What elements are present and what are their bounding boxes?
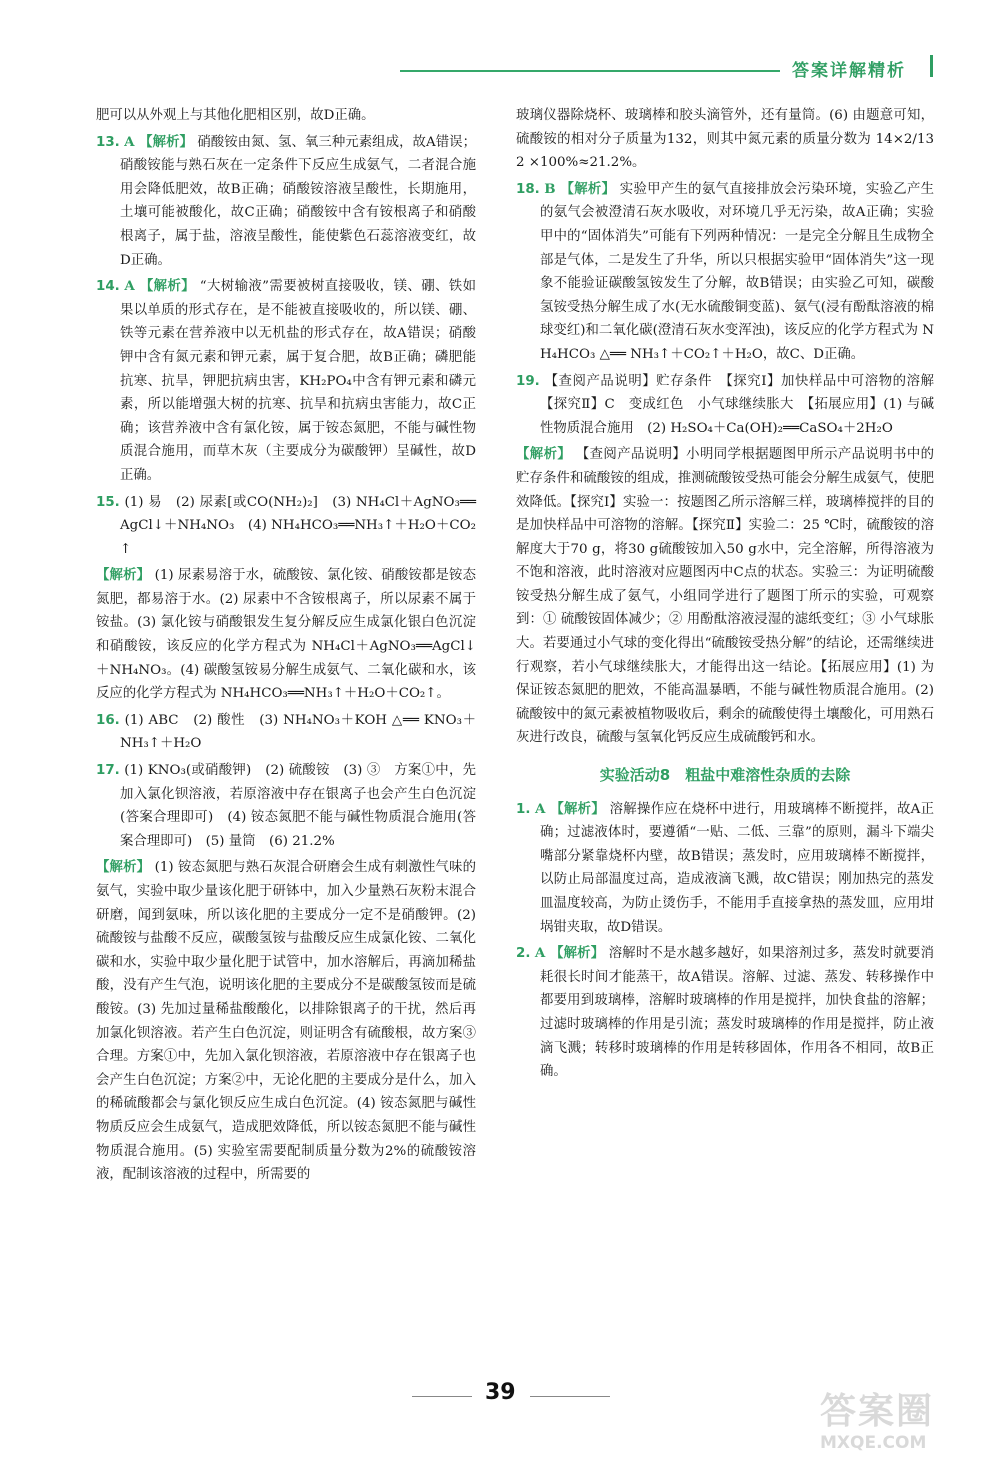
answer-number: 1.: [516, 801, 531, 817]
answer-text: 溶解时不是水越多越好，如果溶剂过多，蒸发时就要消耗很长时间才能蒸干，故A错误。溶解、过滤、蒸发、转移操作中都要用到玻璃棒，溶解时玻璃棒的作用是搅拌，加快食盐的溶解；过滤时玻璃棒的作用是引流；蒸发时玻璃棒的作用是搅拌，防止液滴飞溅；转移时玻璃棒的作用是转移固体，作用各不相同，故B正确。: [540, 946, 935, 1080]
answer-text: (1) 铵态氮肥与熟石灰混合研磨会生成有刺激性气味的氨气，实验中取少量该化肥于研钵中，加入少量熟石灰粉末混合研磨，闻到氨味，所以该化肥的主要成分一定不是硝酸钾。(2) 硫酸铵与盐酸不反应，碳酸氢铵与盐酸反应生成氯化铵、二氧化碳和水，实验中取少量化肥于试管中，加水溶解后，再滴加稀盐酸，没有产生气泡，说明该化肥的主要成分不是碳酸氢铵而是硫酸铵。(3) 先加过量稀盐酸酸化，以排除银离子的干扰，然后再加氯化钡溶液。若产生白色沉淀，则证明含有硫酸根，故方案③合理。方案①中，先加入氯化钡溶液，若原溶液中存在银离子也会产生白色沉淀；方案②中，无论化肥的主要成分是什么，加入的稀硫酸都会与氯化钡反应生成白色沉淀。(4) 铵态氮肥与碱性物质反应会生成氨气，造成肥效降低，所以铵态氮肥不能与碱性物质混合施用。(5) 实验室需要配制质量分数为2%的硫酸铵溶液，配制该溶液的过程中，所需要的: [96, 860, 476, 1183]
answer-item: [96, 275, 476, 487]
answer-number: 17.: [96, 763, 120, 779]
answer-number: 15.: [96, 494, 120, 510]
watermark-logo: [820, 1392, 985, 1462]
answer-text: (1) ABC (2) 酸性 (3) NH₄NO₃＋KOH △══ KNO₃＋NH₃↑＋H₂O: [120, 712, 476, 752]
page-rule-left: [412, 1396, 472, 1397]
answer-tag: A 【解析】: [534, 800, 606, 817]
answer-number: 13.: [96, 134, 120, 150]
watermark-site: MXQE.COM: [820, 1433, 927, 1453]
answer-text: 【查阅产品说明】贮存条件 【探究Ⅰ】加快样品中可溶物的溶解 【探究Ⅱ】C 变成红色 小气球继续胀大 【拓展应用】(1) 与碱性物质混合施用 (2) H₂SO₄＋Ca(OH)₂══CaSO₄＋2H₂O: [540, 373, 948, 436]
answer-text: 玻璃仪器除烧杯、玻璃棒和胶头滴管外，还有量筒。(6) 由题意可知，硫酸铵的相对分子质量为132，则其中氮元素的质量分数为 14×2/132 ×100%≈21.2%。: [516, 108, 934, 171]
answer-item: [516, 178, 934, 367]
answer-number: 19.: [516, 373, 540, 389]
answer-tag: 【解析】: [516, 446, 572, 463]
watermark-text: 答案圈: [820, 1391, 935, 1432]
header-bar: [930, 55, 933, 77]
answer-item: [516, 370, 948, 441]
answer-item: [96, 709, 476, 756]
answer-tag: A 【解析】: [124, 278, 196, 295]
answer-tag: A 【解析】: [124, 133, 193, 150]
answer-number: 2.: [516, 946, 531, 962]
answer-tag: 【解析】: [96, 567, 151, 584]
answer-item: [96, 104, 476, 128]
answer-item: [516, 443, 934, 750]
answer-item: [516, 104, 934, 175]
answer-item: [516, 798, 934, 940]
answer-item: [96, 131, 476, 273]
answer-tag: A 【解析】: [534, 945, 605, 962]
answer-text: (1) KNO₃(或硝酸钾) (2) 硫酸铵 (3) ③ 方案①中，先加入氯化钡溶液，若原溶液中存在银离子也会产生白色沉淀(答案合理即可) (4) 铵态氮肥不能与碱性物质混合施用(答案合理即可) (5) 量筒 (6) 21.2%: [120, 763, 476, 849]
answer-number: 14.: [96, 279, 120, 295]
answer-text: “大树输液”需要被树直接吸收，镁、硼、铁如果以单质的形式存在，是不能被直接吸收的，所以镁、硼、铁等元素在营养液中以无机盐的形式存在，故A错误；硝酸钾中含有氮元素和钾元素，属于复合肥，故B正确；磷肥能抗寒、抗旱，钾肥抗病虫害，KH₂PO₄中含有钾元素和磷元素，所以能增强大树的抗寒、抗旱和抗病虫害能力，故C正确；该营养液中含有氯化铵，属于铵态氮肥，不能与碱性物质混合施用，而草木灰（主要成分为碳酸钾）呈碱性，故D正确。: [120, 279, 476, 483]
answer-text: 肥可以从外观上与其他化肥相区别，故D正确。: [96, 108, 375, 123]
page-rule-right: [530, 1396, 610, 1397]
answer-text: 硝酸铵由氮、氢、氧三种元素组成，故A错误；硝酸铵能与熟石灰在一定条件下反应生成氨气，二者混合施用会降低肥效，故B正确；硝酸铵溶液呈酸性，长期施用，土壤可能被酸化，故C正确；硝酸铵中含有铵根离子和硝酸根离子，属于盐，溶液呈酸性，能使紫色石蕊溶液变红，故D正确。: [120, 134, 476, 268]
answer-item: [96, 856, 476, 1186]
answer-text: 溶解操作应在烧杯中进行，用玻璃棒不断搅拌，故A正确；过滤液体时，要遵循“一贴、二低、三靠”的原则，漏斗下端尖嘴部分紧靠烧杯内壁，故B错误；蒸发时，应用玻璃棒不断搅拌，以防止局部温度过高，造成液滴飞溅，故C错误；刚加热完的蒸发皿温度较高，为防止烫伤手，不能用手直接拿热的蒸发皿，应用坩埚钳夹取，故D错误。: [540, 801, 934, 935]
left-column: [96, 104, 476, 1190]
answer-text: (1) 尿素易溶于水，硫酸铵、氯化铵、硝酸铵都是铵态氮肥，都易溶于水。(2) 尿素中不含铵根离子，所以尿素不属于铵盐。(3) 氯化铵与硝酸银发生复分解反应生成氯化银白色沉淀和硝酸铵，该反应的化学方程式为 NH₄Cl＋AgNO₃══AgCl↓＋NH₄NO₃。(4) 碳酸氢铵易分解生成氨气、二氧化碳和水，该反应的化学方程式为 NH₄HCO₃══NH₃↑＋H₂O＋CO₂↑。: [96, 568, 476, 702]
answer-item: [96, 491, 476, 562]
answer-tag: 【解析】: [96, 859, 151, 876]
answer-item: [96, 564, 476, 706]
answer-text: (1) 易 (2) 尿素[或CO(NH₂)₂] (3) NH₄Cl＋AgNO₃══AgCl↓＋NH₄NO₃ (4) NH₄HCO₃══NH₃↑＋H₂O＋CO₂↑: [120, 494, 476, 557]
answer-text: 实验甲产生的氨气直接排放会污染环境，实验乙产生的氨气会被澄清石灰水吸收，对环境几乎无污染，故A正确；实验甲中的“固体消失”可能有下列两种情况：一是完全分解且生成物全部是气体，二是发生了升华，所以只根据实验甲“固体消失”这一现象不能验证碳酸氢铵发生了分解，故B错误；由实验乙可知，碳酸氢铵受热分解生成了水(无水硫酸铜变蓝)、氨气(浸有酚酞溶液的棉球变红)和二氧化碳(澄清石灰水变浑浊)，该反应的化学方程式为 NH₄HCO₃ △══ NH₃↑＋CO₂↑＋H₂O，故C、D正确。: [540, 181, 935, 362]
answer-item: [96, 759, 476, 853]
answer-number: 18.: [516, 181, 540, 197]
header-title: 答案详解精析: [792, 61, 906, 81]
page-number: 39: [485, 1380, 516, 1405]
answer-number: 16.: [96, 712, 120, 728]
section-title: 实验活动8 粗盐中难溶性杂质的去除: [599, 766, 851, 785]
answer-item: [516, 942, 934, 1084]
answer-text: 【查阅产品说明】小明同学根据题图甲所示产品说明书中的贮存条件和硫酸铵的组成，推测硫酸铵受热可能会分解生成氨气，使肥效降低。【探究Ⅰ】实验一：按题图乙所示溶解三样，玻璃棒搅拌的目的是加快样品中可溶物的溶解。【探究Ⅱ】实验二：25 ℃时，硫酸铵的溶解度大于70 g，将30 g硫酸铵加入50 g水中，完全溶解，所得溶液为不饱和溶液，此时溶液对应题图丙中C点的状态。实验三：为证明硫酸铵受热分解生成了氨气，小组同学进行了题图丁所示的实验，可观察到：① 硫酸铵固体减少；② 用酚酞溶液浸湿的滤纸变红；③ 小气球胀大。若要通过小气球的变化得出“硫酸铵受热分解”的结论，还需继续进行观察，若小气球继续胀大，才能得出这一结论。【拓展应用】(1) 为保证铵态氮肥的肥效，不能高温暴晒，不能与碱性物质混合施用。(2) 硫酸铵中的氮元素被植物吸收后，剩余的硫酸使得土壤酸化，可用熟石灰进行改良，硫酸与氢氧化钙反应生成硫酸钙和水。: [516, 447, 935, 746]
answer-tag: B 【解析】: [544, 180, 616, 197]
right-column: [516, 104, 948, 1087]
header-rule: [400, 70, 780, 72]
